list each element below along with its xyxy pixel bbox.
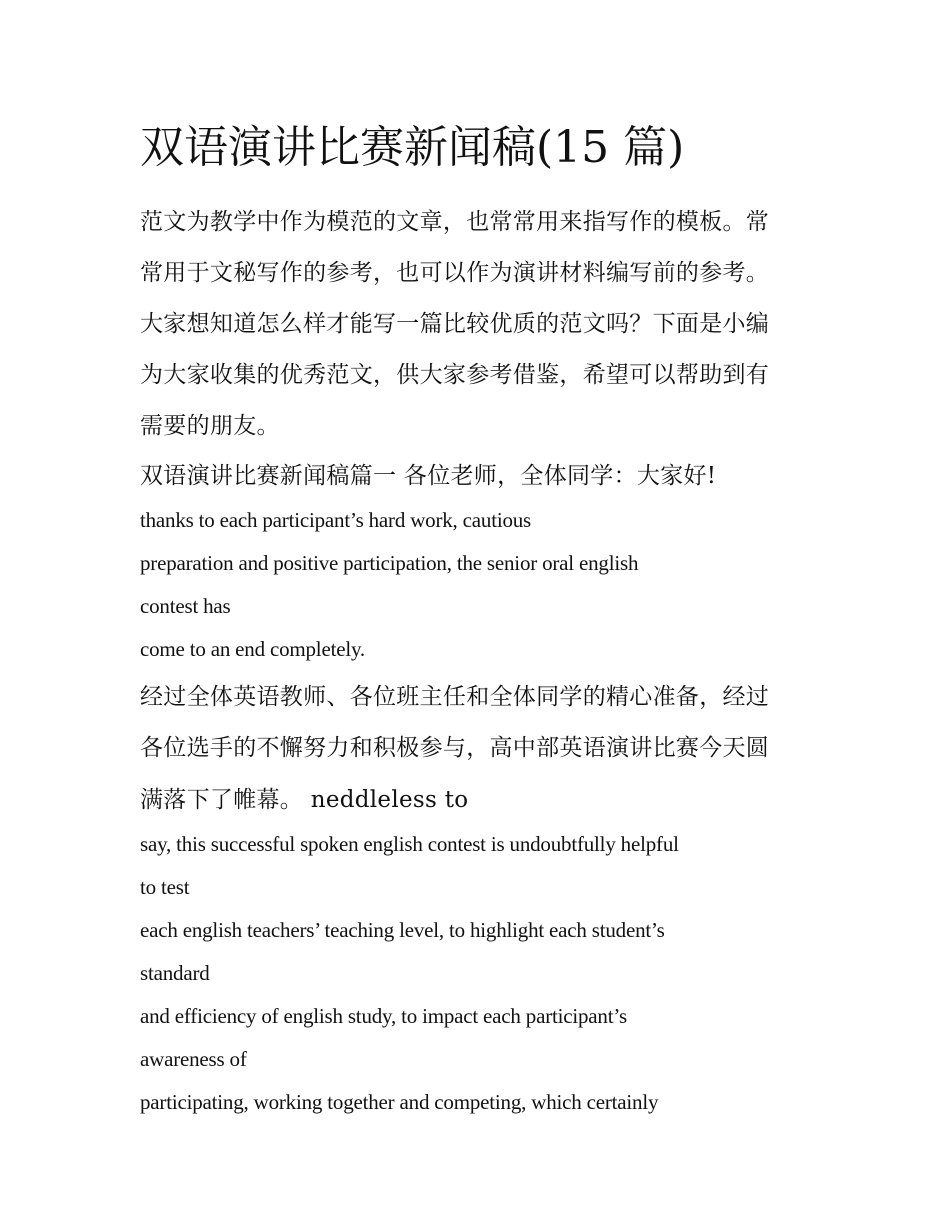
text-line: 范文为教学中作为模范的文章，也常常用来指写作的模板。常 [140,209,770,235]
text-line: participating, working together and competing, which certainly [140,1090,659,1114]
text-line: thanks to each participant’s hard work, cautious [140,508,532,532]
text-line: each english teachers’ teaching level, to highlight each student’s [140,918,665,942]
text-line: come to an end completely. [140,637,365,661]
text-line: contest has [140,594,231,618]
text-line: 经过全体英语教师、各位班主任和全体同学的精心准备，经过 [140,684,770,710]
text-line: standard [140,961,210,985]
text-line: 双语演讲比赛新闻稿篇一 各位老师，全体同学：大家好! [140,463,717,489]
text-line: 常用于文秘写作的参考，也可以作为演讲材料编写前的参考。 [140,260,770,286]
text-line: 为大家收集的优秀范文，供大家参考借鉴，希望可以帮助到有 [140,362,770,388]
text-line: 需要的朋友。 [140,413,280,439]
document-title: 双语演讲比赛新闻稿(15 篇) [140,122,685,173]
text-line: 各位选手的不懈努力和积极参与，高中部英语演讲比赛今天圆 [140,735,770,761]
text-line: 大家想知道怎么样才能写一篇比较优质的范文吗？下面是小编 [140,311,770,337]
text-line: 满落下了帷幕。 neddleless to [140,787,469,813]
text-line: to test [140,875,190,899]
text-line: awareness of [140,1047,247,1071]
text-line: and efficiency of english study, to impact each participant’s [140,1004,627,1028]
text-line: say, this successful spoken english contest is undoubtfully helpful [140,832,679,856]
text-line: preparation and positive participation, the senior oral english [140,551,639,575]
